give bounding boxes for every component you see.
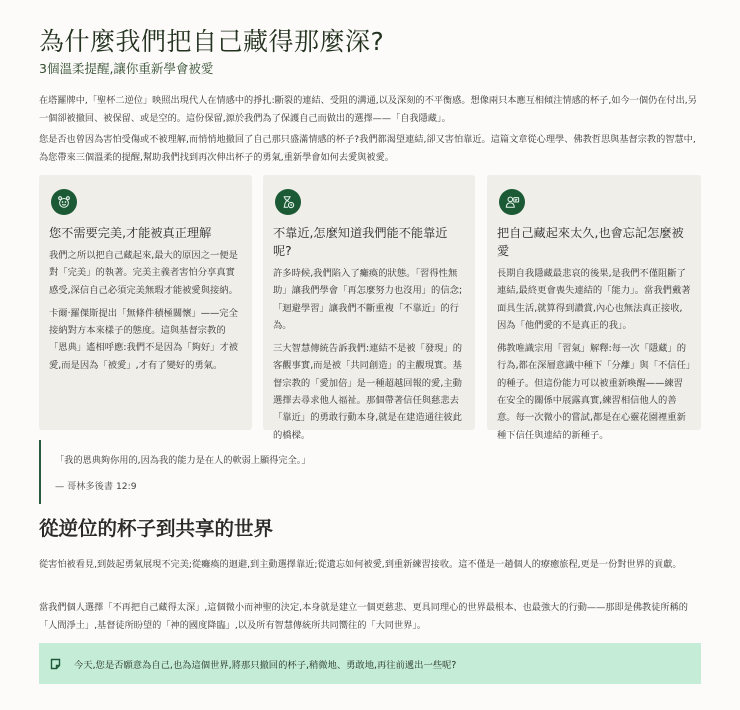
section-heading: 從逆位的杯子到共享的世界 (39, 517, 274, 540)
card-paragraph: 三大智慧傳統告訴我們:連結不是被「發現」的客觀事實,而是被「共同創造」的主觀現實。基督宗教的「愛加倍」是一種超越回報的愛,主動選擇去尋求他人福祉。那個帶著信任與慈悲去「靠近」的勇敢行動本身,就是在建造通往彼此的橋樑。 (273, 343, 463, 441)
card-paragraph: 許多時候,我們陷入了癱瘓的狀態。「習得性無助」讓我們學會「再怎麼努力也沒用」的信念;「迴避學習」讓我們不斷重複「不靠近」的行為。 (273, 268, 463, 331)
cards-grid (39, 175, 729, 441)
scripture-quote (39, 440, 699, 504)
callout-text: 今天,您是否願意為自己,也為這個世界,將那只撤回的杯子,稍微地、勇敢地,再往前遞出一些呢? (74, 659, 457, 671)
hourglass-clock-icon (275, 189, 301, 215)
card-paragraph: 長期自我隱藏最悲哀的後果,是我們不僅阻斷了連結,最終更會喪失連結的「能力」。當我們戴著面具生活,就算得到讚賞,內心也無法真正接收,因為「他們愛的不是真正的我」。 (497, 268, 691, 331)
page-subtitle: 3個溫柔提醒,讓你重新學會被愛 (39, 61, 214, 76)
card-forget-love (487, 175, 701, 441)
user-card-icon (499, 189, 525, 215)
card-title: 您不需要完美,才能被真正理解 (49, 226, 212, 240)
quote-citation: — 哥林多後書 12:9 (55, 481, 137, 492)
note-icon (50, 658, 62, 670)
page-title: 為什麼我們把自己藏得那麼深? (39, 27, 385, 56)
callout-box (39, 643, 701, 684)
card-approach (263, 175, 475, 441)
quote-text: 「我的恩典夠你用的,因為我的能力是在人的軟弱上顯得完全。」 (55, 455, 311, 466)
card-title: 不靠近,怎麼知道我們能不能靠近呢? (273, 226, 448, 258)
section-paragraph: 當我們個人選擇「不再把自己藏得太深」,這個微小而神聖的決定,本身就是建立一個更慈悲、更具同理心的世界最根本、也最強大的行動——那即是佛教徒所稱的「人間淨土」,基督徒所盼望的「神的國度降臨」,以及所有智慧傳統所共同嚮往的「大同世界」。 (39, 602, 688, 631)
intro-paragraph: 您是否也曾因為害怕受傷或不被理解,而悄悄地撤回了自己那只盛滿情感的杯子?我們都渴望連結,卻又害怕靠近。這篇文章從心理學、佛教哲思與基督宗教的智慧中,為您帶來三個溫柔的提醒,幫助我們找到再次伸出杯子的勇氣,重新學會如何去愛與被愛。 (39, 134, 696, 163)
intro-paragraph: 在塔羅牌中,「聖杯二逆位」映照出現代人在情感中的掙扎:斷裂的連結、受阻的溝通,以及深刻的不平衡感。想像兩只本應互相傾注情感的杯子,如今一個仍在付出,另一個卻被撤回、被保留、或是空的。這份保留,源於我們為了保護自己而做出的選擇——「自我隱藏」。 (39, 95, 697, 124)
card-title: 把自己藏起來太久,也會忘記怎麼被愛 (497, 226, 684, 258)
card-paragraph: 佛教唯識宗用「習氣」解釋:每一次「隱藏」的行為,都在深層意識中種下「分離」與「不信任」的種子。但這份能力可以被重新喚醒——練習在安全的關係中展露真實,練習相信他人的善意。每一次微小的嘗試,都是在心靈花園裡重新種下信任與連結的新種子。 (497, 343, 691, 441)
card-paragraph: 卡爾·羅傑斯提出「無條件積極關懷」——完全接納對方本來樣子的態度。這與基督宗教的「恩典」遙相呼應:我們不是因為「夠好」才被愛,而是因為「被愛」,才有了變好的勇氣。 (49, 307, 239, 371)
card-perfection (39, 175, 252, 430)
section-paragraph: 從害怕被看見,到鼓起勇氣展現不完美;從癱瘓的迴避,到主動選擇靠近;從遺忘如何被愛,到重新練習接收。這不僅是一趟個人的療癒旅程,更是一份對世界的貢獻。 (39, 559, 682, 570)
smile-face-icon (51, 189, 77, 215)
card-paragraph: 我們之所以把自己藏起來,最大的原因之一便是對「完美」的執著。完美主義者害怕分享真實感受,深信自己必須完美無瑕才能被愛與接納。 (49, 250, 238, 296)
